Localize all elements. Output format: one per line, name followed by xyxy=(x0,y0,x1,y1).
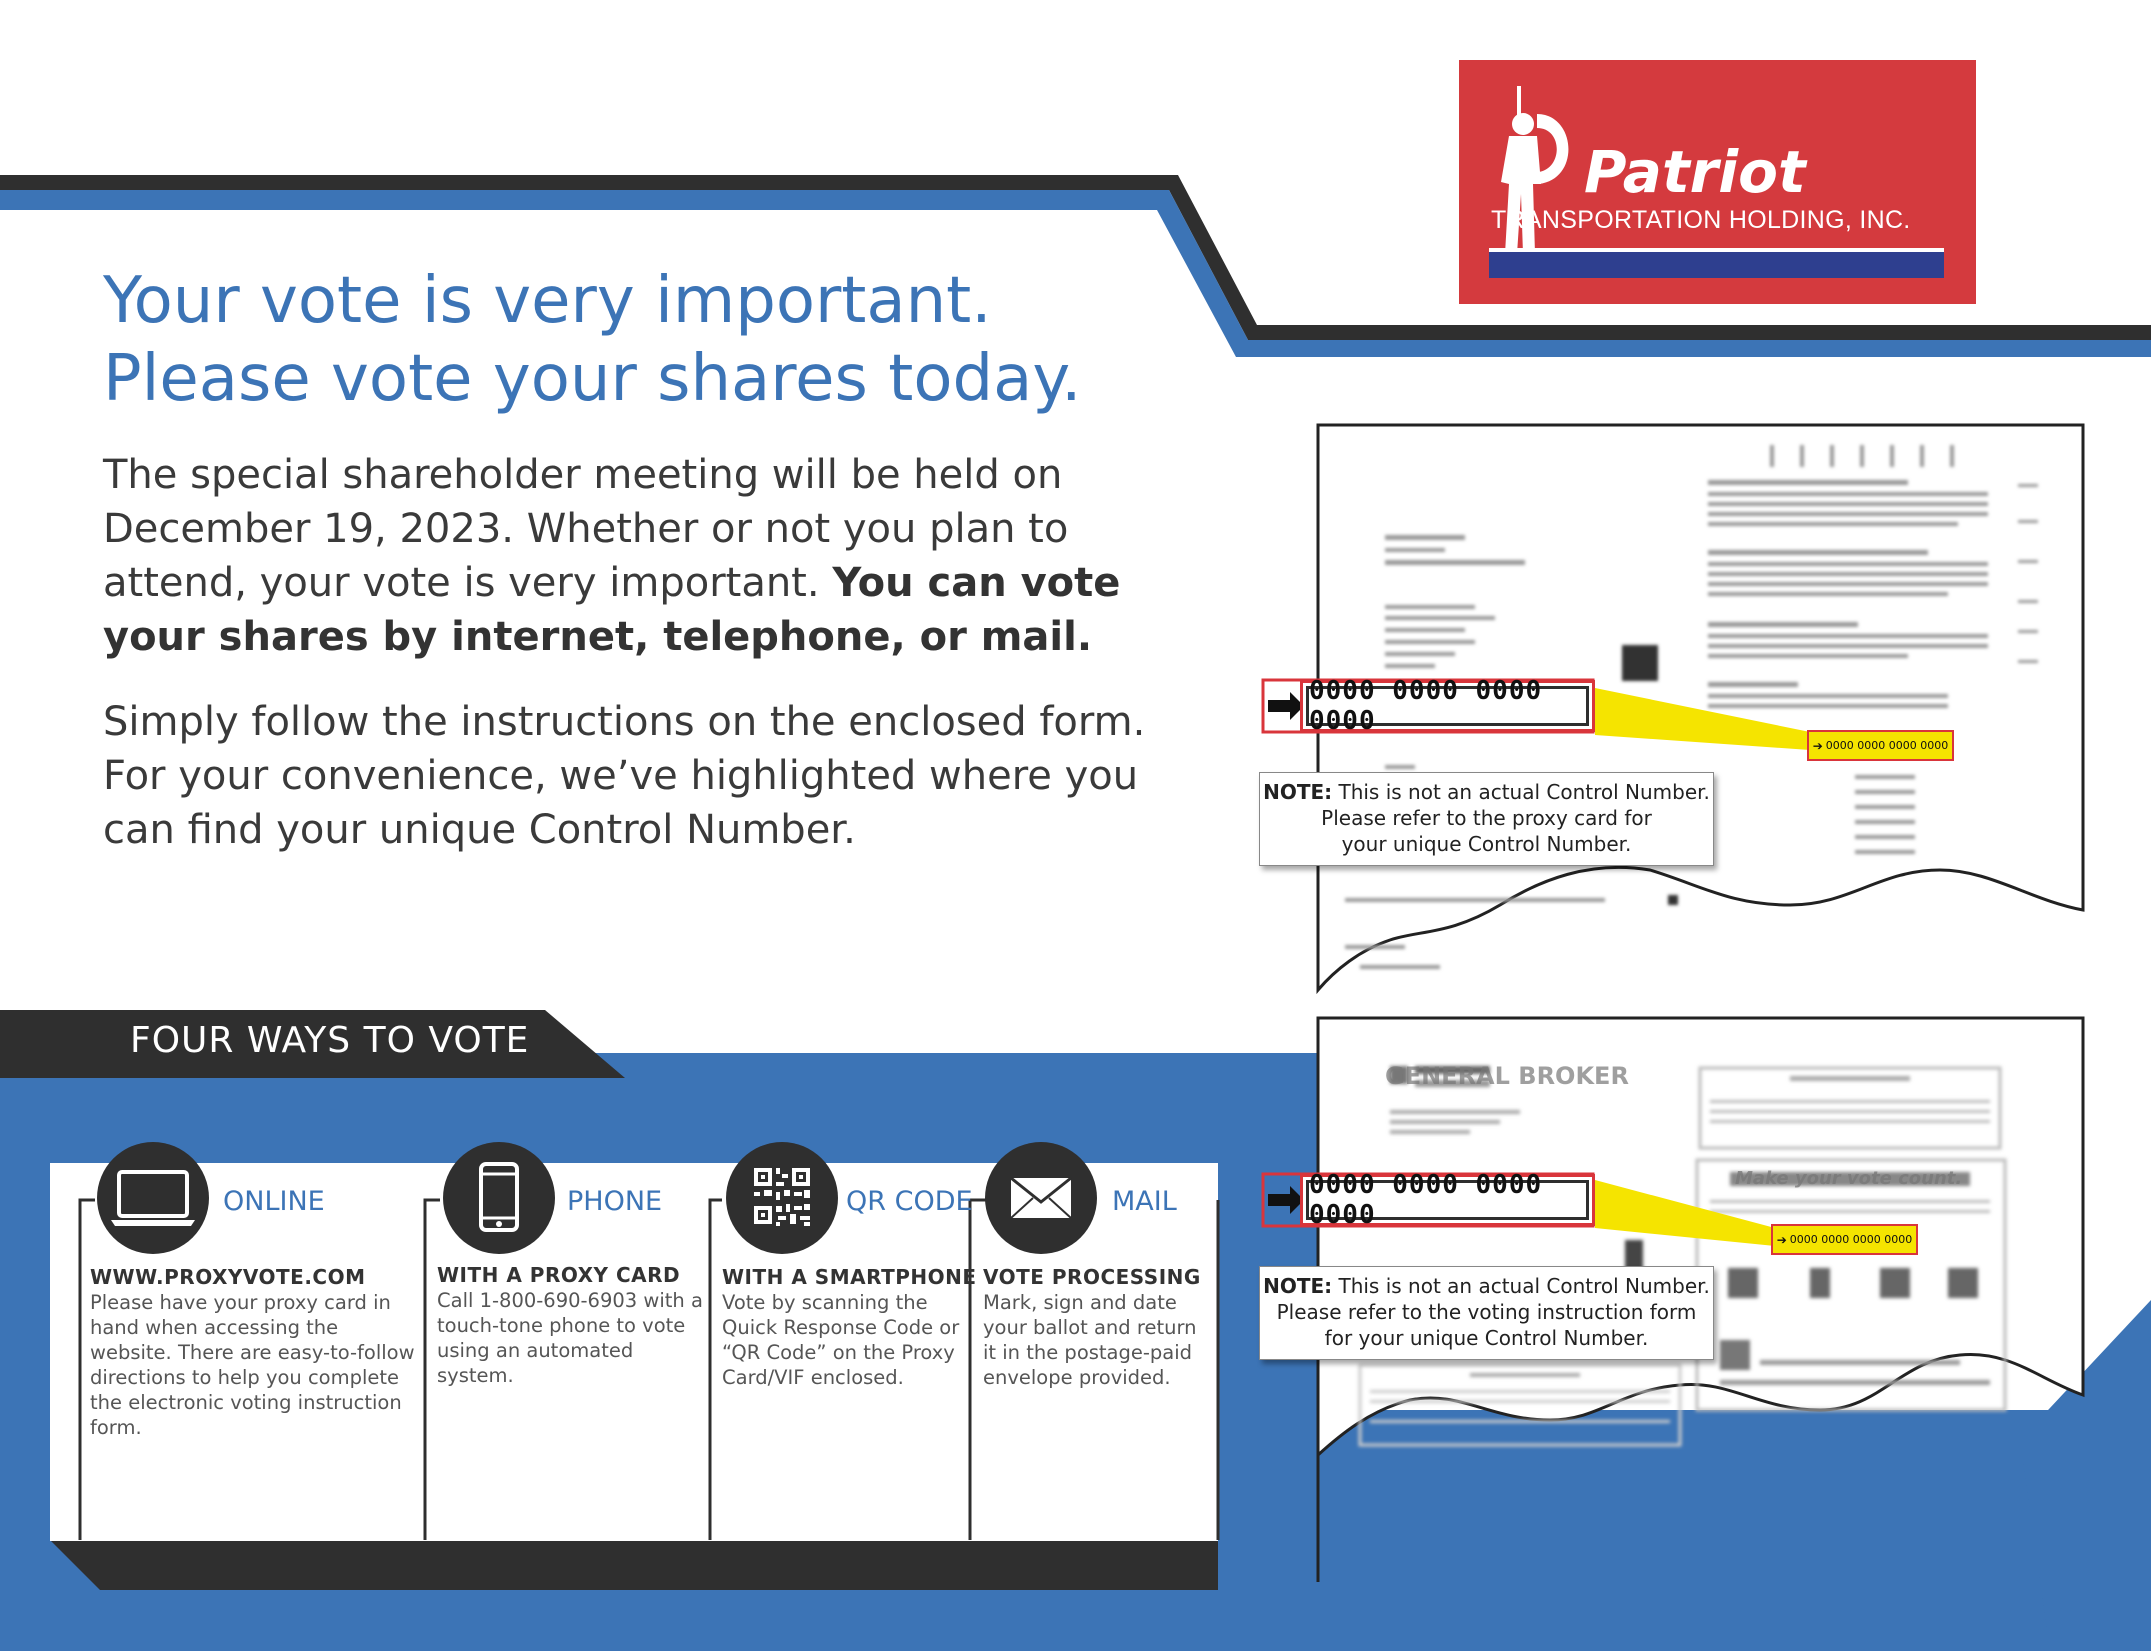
note-2-line-2: Please refer to the voting instruction form xyxy=(1276,1300,1697,1324)
control-number-1-value: 0000 0000 0000 0000 xyxy=(1306,686,1589,726)
mini-control-number-1-value: 0000 0000 0000 0000 xyxy=(1825,739,1949,752)
method-text-phone: Call 1-800-690-6903 with a touch-tone phone to vote using an automated system. xyxy=(437,1289,703,1387)
instructions-paragraph: Simply follow the instructions on the enclosed form. For your convenience, we’ve highlighted where you can find your unique Control Number. xyxy=(103,699,1146,853)
note-1-label: NOTE: xyxy=(1263,780,1333,804)
note-2-line-3: for your unique Control Number. xyxy=(1324,1326,1649,1350)
method-text-mail: Mark, sign and date your ballot and return it in the postage-paid envelope provided. xyxy=(983,1291,1197,1389)
logo-brand: Patriot xyxy=(1584,138,1806,206)
control-number-2 xyxy=(1300,1170,1595,1230)
broker-brand: GENERAL BROKER xyxy=(1385,1062,1629,1090)
section-title: FOUR WAYS TO VOTE xyxy=(130,1020,530,1061)
method-label-qr-code: QR CODE xyxy=(846,1186,973,1217)
mini-control-number-2-value: 0000 0000 0000 0000 xyxy=(1789,1233,1913,1246)
note-2-line-1: This is not an actual Control Number. xyxy=(1338,1274,1710,1298)
method-heading-mail: VOTE PROCESSING xyxy=(983,1265,1201,1289)
method-label-online: ONLINE xyxy=(223,1186,325,1217)
logo-subtitle: TRANSPORTATION HOLDING, INC. xyxy=(1491,206,1911,234)
method-heading-online: WWW.PROXYVOTE.COM xyxy=(90,1265,366,1289)
make-vote-count-heading: Make your vote count. xyxy=(1735,1168,1963,1189)
arrow-icon: ➔ xyxy=(1812,738,1823,753)
note-2-label: NOTE: xyxy=(1263,1274,1333,1298)
note-1-line-2: Please refer to the proxy card for xyxy=(1321,806,1652,830)
mini-control-number-2 xyxy=(1771,1224,1918,1255)
method-text-online: Please have your proxy card in hand when accessing the website. There are easy-to-follow directions to help you complete the electronic voting instruction form. xyxy=(90,1291,415,1439)
method-label-mail: MAIL xyxy=(1112,1186,1177,1217)
control-number-2-value: 0000 0000 0000 0000 xyxy=(1306,1180,1589,1220)
meeting-text: The special shareholder meeting will be held on December 19, 2023. Whether or not you plan to attend, your vote is very important. xyxy=(103,452,1069,606)
headline-line-1: Your vote is very important. xyxy=(103,264,992,338)
note-box-2 xyxy=(1259,1266,1714,1360)
note-1-line-1: This is not an actual Control Number. xyxy=(1338,780,1710,804)
headline-line-2: Please vote your shares today. xyxy=(103,342,1082,416)
method-heading-qr-code: WITH A SMARTPHONE xyxy=(722,1265,977,1289)
method-text-qr-code: Vote by scanning the Quick Response Code or “QR Code” on the Proxy Card/VIF enclosed. xyxy=(722,1291,960,1389)
note-1-line-3: your unique Control Number. xyxy=(1341,832,1632,856)
meeting-text-bold: You can vote your shares by internet, telephone, or mail. xyxy=(103,560,1121,660)
method-heading-phone: WITH A PROXY CARD xyxy=(437,1263,681,1287)
arrow-icon: ➔ xyxy=(1776,1232,1787,1247)
method-label-phone: PHONE xyxy=(567,1186,663,1217)
